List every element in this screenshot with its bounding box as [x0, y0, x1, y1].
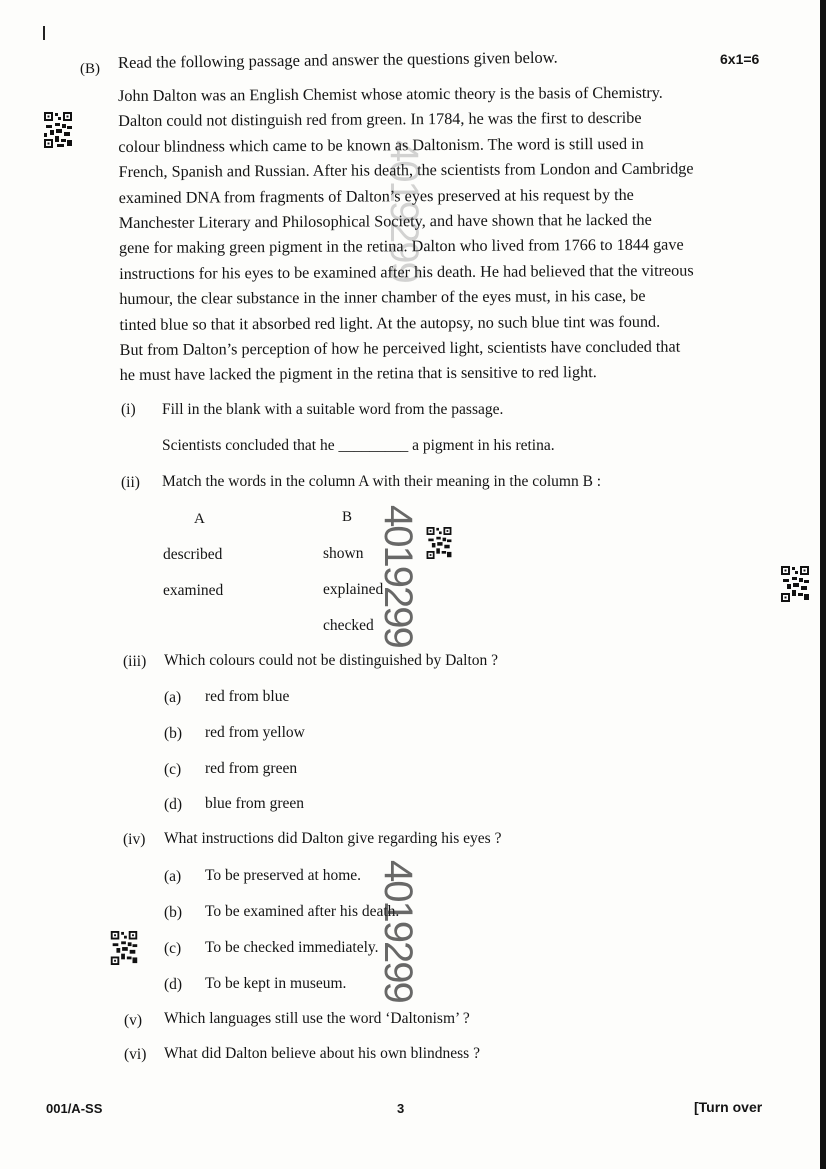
option-label: (c) — [164, 761, 182, 778]
option-text: To be examined after his death. — [205, 903, 400, 920]
option-label: (a) — [164, 689, 182, 706]
column-b-word: explained — [323, 581, 384, 598]
turn-over-note: [Turn over — [694, 1099, 763, 1115]
option-label: (d) — [164, 976, 183, 993]
page-number: 3 — [397, 1101, 405, 1116]
question-6-text: What did Dalton believe about his own blindness ? — [164, 1045, 480, 1062]
passage-line: gene for making green pigment in the retina. Dalton who lived from 1766 to 1844 gave — [118, 235, 684, 258]
section-label: (B) — [80, 61, 100, 77]
question-4-text: What instructions did Dalton give regarding his eyes ? — [164, 830, 502, 847]
question-2-text: Match the words in the column A with their meaning in the column B : — [162, 473, 602, 490]
passage-line: humour, the clear substance in the inner chamber of the eyes must, in his case, be — [119, 287, 646, 309]
question-5-number: (v) — [124, 1012, 143, 1029]
question-3-text: Which colours could not be distinguished by Dalton ? — [164, 652, 499, 669]
option-text: To be kept in museum. — [205, 975, 347, 992]
question-6-number: (vi) — [124, 1046, 147, 1063]
option-label: (b) — [164, 725, 183, 742]
question-1-sentence — [162, 437, 555, 455]
passage-line: Manchester Literary and Philosophical Society, and have shown that he lacked the — [118, 210, 652, 233]
passage-line: colour blindness which came to be known as Daltonism. The word is still used in — [118, 134, 644, 156]
paper-code: 001/A-SS — [46, 1101, 103, 1116]
passage-line: instructions for his eyes to be examined after his death. He had believed that the vitreous — [119, 261, 694, 283]
passage-line: Dalton could not distinguish red from green. In 1784, he was the first to describe — [118, 109, 642, 131]
option-text: red from green — [205, 760, 298, 777]
qr-code-icon — [776, 566, 814, 602]
column-a-heading: A — [194, 511, 205, 527]
passage-line: he must have lacked the pigment in the retina that is sensitive to red light. — [119, 363, 597, 385]
margin-mark — [43, 26, 45, 40]
option-text: To be checked immediately. — [205, 939, 379, 956]
option-text: blue from green — [205, 795, 304, 812]
section-title: Read the following passage and answer the questions given below. — [117, 47, 558, 72]
passage-line: John Dalton was an English Chemist whose atomic theory is the basis of Chemistry. — [118, 83, 663, 105]
serial-stamp-faint: 4019299 — [382, 140, 426, 282]
serial-stamp: 4019299 — [376, 860, 420, 1002]
option-label: (d) — [164, 796, 183, 813]
question-3-number: (iii) — [123, 653, 147, 670]
column-b-word: shown — [323, 545, 364, 562]
option-label: (c) — [164, 940, 182, 957]
question-1-number: (i) — [121, 401, 136, 418]
column-a-word: described — [163, 546, 223, 563]
question-4-number: (iv) — [123, 831, 146, 848]
serial-stamp: 4019299 — [376, 505, 420, 647]
question-2-number: (ii) — [121, 474, 140, 491]
section-marks: 6x1=6 — [720, 51, 760, 67]
column-b-word: checked — [323, 617, 374, 634]
qr-code-icon — [108, 931, 140, 965]
sentence-after: a pigment in his retina. — [412, 437, 555, 454]
option-label: (a) — [164, 868, 182, 885]
option-text: red from blue — [205, 688, 290, 705]
passage-line: But from Dalton’s perception of how he perceived light, scientists have concluded that — [119, 337, 681, 360]
passage-line: tinted blue so that it absorbed red light. At the autopsy, no such blue tint was found. — [119, 312, 661, 334]
sentence-before: Scientists concluded that he — [162, 437, 335, 454]
page-edge-shadow — [820, 0, 826, 1169]
passage-line: examined DNA from fragments of Dalton’s eyes preserved at his request by the — [118, 185, 634, 207]
column-b-heading: B — [342, 509, 353, 525]
passage-line: French, Spanish and Russian. After his death, the scientists from London and Cambridge — [118, 159, 694, 182]
qr-code-icon — [423, 527, 455, 559]
question-1-text: Fill in the blank with a suitable word from the passage. — [162, 401, 504, 418]
question-5-text: Which languages still use the word ‘Daltonism’ ? — [164, 1010, 470, 1027]
qr-code-icon — [44, 112, 72, 148]
fill-blank: _________ — [338, 437, 409, 454]
column-a-word: examined — [163, 582, 224, 599]
option-text: red from yellow — [205, 724, 305, 741]
option-text: To be preserved at home. — [205, 867, 362, 884]
option-label: (b) — [164, 904, 183, 921]
